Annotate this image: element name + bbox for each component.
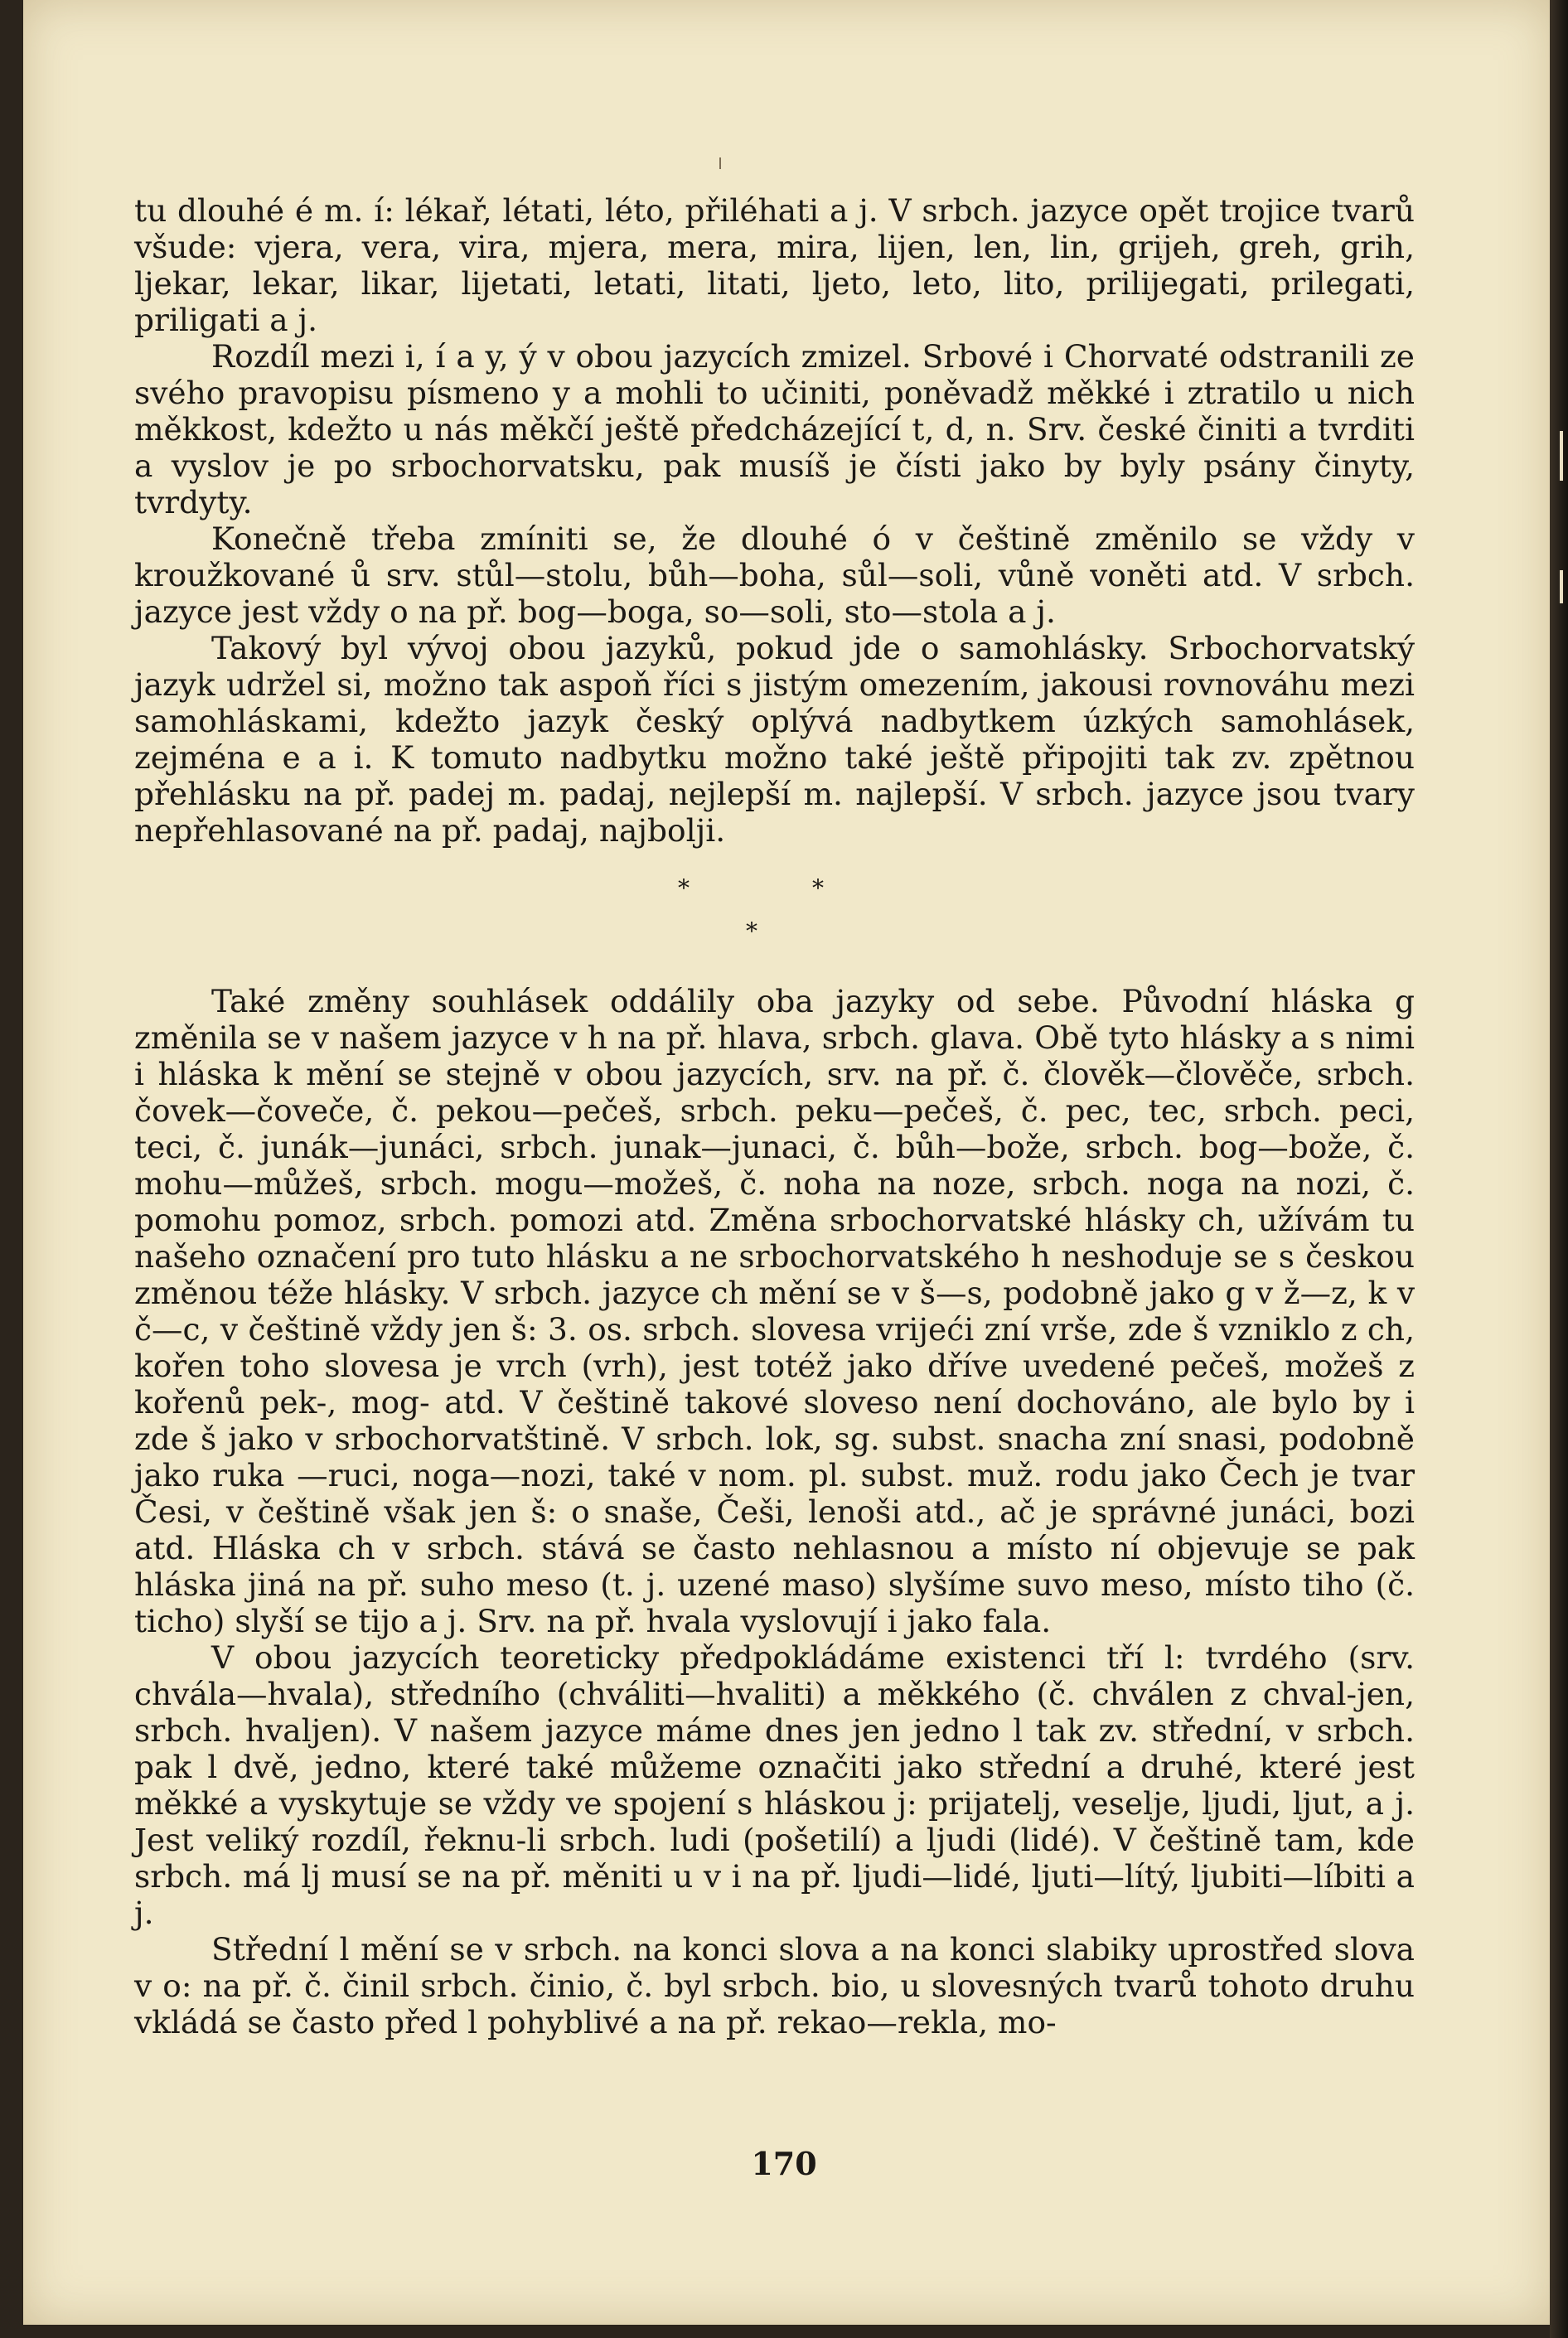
divider-star: * <box>746 917 757 945</box>
top-mark <box>719 157 721 169</box>
section-vowels <box>134 192 1415 849</box>
edge-mark <box>1560 570 1563 603</box>
paragraph: Konečně třeba zmíniti se, že dlouhé ó v češtině změnilo se vždy v kroužkované ů srv. stůl—stolu, bůh—boha, sůl—soli, vůně voněti atd. V srbch. jazyce jest vždy o na př. bog—boga, so—soli, sto—stola a j. <box>134 520 1415 630</box>
paragraph: Střední l mění se v srbch. na konci slova a na konci slabiky uprostřed slova v o: na př. č. činil srbch. činio, č. byl srbch. bio, u slovesných tvarů tohoto druhu vkládá se často před l pohyblivé a na př. rekao—rekla, mo- <box>134 1931 1415 2040</box>
paragraph: Takový byl vývoj obou jazyků, pokud jde o samohlásky. Srbochorvatský jazyk udržel si, možno tak aspoň říci s jistým omezením, jakousi rovnováhu mezi samohláskami, kdežto jazyk český oplývá nadbytkem úzkých samohlásek, zejména e a i. K tomuto nadbytku možno také ještě připojiti tak zv. zpětnou přehlásku na př. padej m. padaj, nejlepší m. najlepší. V srbch. jazyce jsou tvary nepřehlasované na př. padaj, najbolji. <box>134 630 1415 849</box>
divider-star: * <box>812 874 824 902</box>
page-number: 170 <box>751 2145 817 2182</box>
divider-star: * <box>678 874 690 902</box>
paragraph: tu dlouhé é m. í: lékař, létati, léto, přiléhati a j. V srbch. jazyce opět trojice tvarů všude: vjera, vera, vira, mjera, mera, mira, lijen, len, lin, grijeh, greh, grih, ljekar, lekar, likar, lijetati, letati, litati, ljeto, leto, lito, prilijegati, prilegati, priligati a j. <box>134 192 1415 338</box>
section-consonants <box>134 983 1415 2040</box>
paragraph: Také změny souhlásek oddálily oba jazyky od sebe. Původní hláska g změnila se v našem jazyce v h na př. hlava, srbch. glava. Obě tyto hlásky a s nimi i hláska k mění se stejně v obou jazycích, srv. na př. č. člověk—člověče, srbch. čovek—čoveče, č. pekou—pečeš, srbch. peku—pečeš, č. pec, tec, srbch. peci, teci, č. junák—junáci, srbch. junak—junaci, č. bůh—bože, srbch. bog—bože, č. mohu—můžeš, srbch. mogu—možeš, č. noha na noze, srbch. noga na nozi, č. pomohu pomoz, srbch. pomozi atd. Změna srbochorvatské hlásky ch, užívám tu našeho označení pro tuto hlásku a ne srbochorvatského h neshoduje se s českou změnou téže hlásky. V srbch. jazyce ch mění se v š—s, podobně jako g v ž—z, k v č—c, v češtině vždy jen š: 3. os. srbch. slovesa vrijeći zní vrše, zde š vzniklo z ch, kořen toho slovesa je vrch (vrh), jest totéž jako dříve uvedené pečeš, možeš z kořenů pek-, mog- atd. V češtině takové sloveso není dochováno, ale bylo by i zde š jako v srbochorvatštině. V srbch. lok, sg. subst. snacha zní snasi, podobně jako ruka —ruci, noga—nozi, také v nom. pl. subst. muž. rodu jako Čech je tvar Česi, v češtině však jen š: o snaše, Češi, lenoši atd., ač je správné junáci, bozi atd. Hláska ch v srbch. stává se často nehlasnou a místo ní objevuje se pak hláska jiná na př. suho meso (t. j. uzené maso) slyšíme suvo meso, místo tiho (č. ticho) slyší se tijo a j. Srv. na př. hvala vyslovují i jako fala. <box>134 983 1415 1639</box>
edge-mark <box>1560 431 1563 481</box>
paragraph: Rozdíl mezi i, í a y, ý v obou jazycích zmizel. Srbové i Chorvaté odstranili ze svého pravopisu písmeno y a mohli to učiniti, poněvadž měkké i ztratilo u nich měkkost, kdežto u nás měkčí ještě předcházející t, d, n. Srv. české činiti a tvrditi a vyslov je po srbochorvatsku, pak musíš je čísti jako by byly psány činyty, tvrdyty. <box>134 338 1415 520</box>
paragraph: V obou jazycích teoreticky předpokládáme existenci tří l: tvrdého (srv. chvála—hvala), středního (chváliti—hvaliti) a měkkého (č. chválen z chval-jen, srbch. hvaljen). V našem jazyce máme dnes jen jedno l tak zv. střední, v srbch. pak l dvě, jedno, které také můžeme označiti jako střední a druhé, které jest měkké a vyskytuje se vždy ve spojení s hláskou j: prijatelj, veselje, ljudi, ljut, a j. Jest veliký rozdíl, řeknu-li srbch. ludi (pošetilí) a ljudi (lidé). V češtině tam, kde srbch. má lj musí se na př. měniti u v i na př. ljudi—lidé, ljuti—lítý, ljubiti—líbiti a j. <box>134 1639 1415 1931</box>
page-edge <box>1550 0 1568 2338</box>
